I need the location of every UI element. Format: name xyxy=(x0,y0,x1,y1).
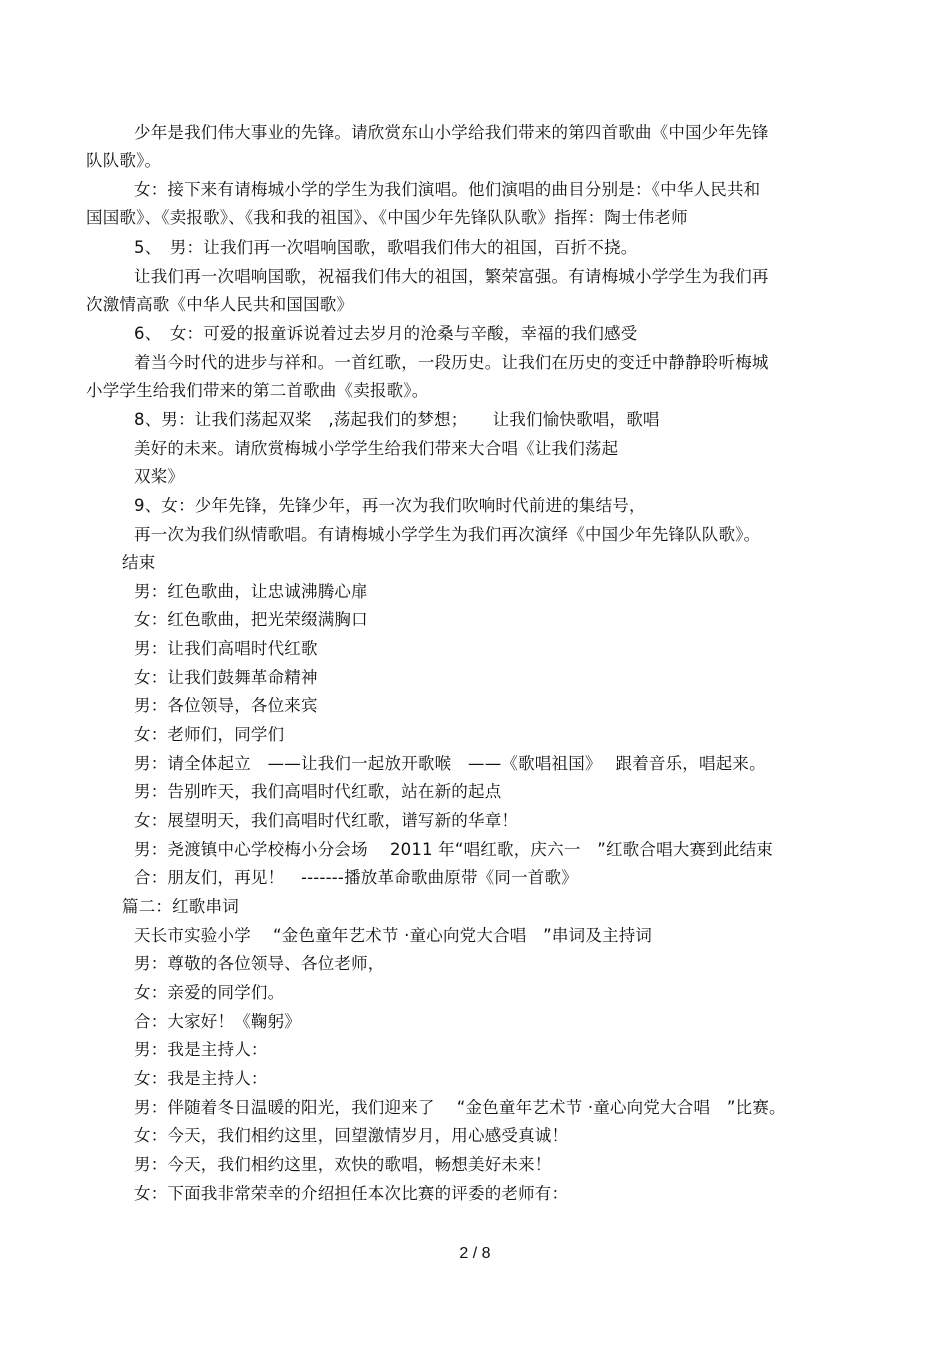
text-line: 合：朋友们，再见！ -------播放革命歌曲原带《同一首歌》 xyxy=(134,868,578,887)
text-line: 双桨》 xyxy=(134,467,185,486)
text-line: 国国歌》、《卖报歌》、《我和我的祖国》、《中国少年先锋队队歌》指挥：陶士伟老师 xyxy=(86,208,688,227)
text-line: 女：接下来有请梅城小学的学生为我们演唱。他们演唱的曲目分别是：《中华人民共和 xyxy=(134,180,761,199)
text-line: 再一次为我们纵情歌唱。有请梅城小学学生为我们再次演绎《中国少年先锋队队歌》。 xyxy=(134,525,761,544)
text-line: 男：我是主持人： xyxy=(134,1040,268,1059)
section-heading: 结束 xyxy=(122,553,156,572)
text-line: 9、女：少年先锋，先锋少年，再一次为我们吹响时代前进的集结号， xyxy=(134,496,646,515)
text-line: 男：今天，我们相约这里，欢快的歌唱，畅想美好未来！ xyxy=(134,1155,552,1174)
text-line: 男：各位领导，各位来宾 xyxy=(134,696,318,715)
text-line: 女：红色歌曲，把光荣缀满胸口 xyxy=(134,610,368,629)
text-line: 6、 女：可爱的报童诉说着过去岁月的沧桑与辛酸，幸福的我们感受 xyxy=(134,324,638,343)
text-line: 男：让我们高唱时代红歌 xyxy=(134,639,318,658)
text-line: 5、 男：让我们再一次唱响国歌，歌唱我们伟大的祖国，百折不挠。 xyxy=(134,238,638,257)
text-line: 小学学生给我们带来的第二首歌曲《卖报歌》。 xyxy=(86,381,429,400)
text-line: 男：红色歌曲，让忠诚沸腾心扉 xyxy=(134,582,368,601)
text-line: 8、男：让我们荡起双桨 ,荡起我们的梦想； 让我们愉快歌唱，歌唱 xyxy=(134,410,660,429)
text-line: 天长市实验小学 “金色童年艺术节 ·童心向党大合唱 ”串词及主持词 xyxy=(134,926,653,945)
text-line: 女：今天，我们相约这里，回望激情岁月，用心感受真诚！ xyxy=(134,1126,569,1145)
text-line: 女：让我们鼓舞革命精神 xyxy=(134,668,318,687)
text-line: 队队歌》。 xyxy=(86,151,162,170)
text-line: 合：大家好！《鞠躬》 xyxy=(134,1012,301,1031)
page-number: 2 / 8 xyxy=(459,1245,491,1262)
text-line: 让我们再一次唱响国歌，祝福我们伟大的祖国，繁荣富强。有请梅城小学学生为我们再 xyxy=(134,267,769,286)
text-line: 美好的未来。请欣赏梅城小学学生给我们带来大合唱《让我们荡起 xyxy=(134,439,619,458)
text-line: 女：下面我非常荣幸的介绍担任本次比赛的评委的老师有： xyxy=(134,1184,569,1203)
text-line: 男：伴随着冬日温暖的阳光，我们迎来了 “金色童年艺术节 ·童心向党大合唱 ”比赛。 xyxy=(134,1098,786,1117)
text-line: 女：展望明天，我们高唱时代红歌，谱写新的华章！ xyxy=(134,811,519,830)
text-line: 女：亲爱的同学们。 xyxy=(134,983,285,1002)
text-line: 女：老师们，同学们 xyxy=(134,725,285,744)
text-line: 男：尧渡镇中心学校梅小分会场 2011 年“唱红歌，庆六一 ”红歌合唱大赛到此结束 xyxy=(134,840,773,859)
text-line: 次激情高歌《中华人民共和国国歌》 xyxy=(86,295,354,314)
text-line: 男：尊敬的各位领导、各位老师， xyxy=(134,954,385,973)
text-line: 着当今时代的进步与祥和。一首红歌，一段历史。让我们在历史的变迁中静静聆听梅城 xyxy=(134,353,769,372)
section-heading: 篇二：红歌串词 xyxy=(122,897,239,916)
text-line: 女：我是主持人： xyxy=(134,1069,268,1088)
text-line: 男：请全体起立 ——让我们一起放开歌喉 ——《歌唱祖国》 跟着音乐，唱起来。 xyxy=(134,754,766,773)
text-line: 少年是我们伟大事业的先锋。请欣赏东山小学给我们带来的第四首歌曲《中国少年先锋 xyxy=(134,123,769,142)
text-line: 男：告别昨天，我们高唱时代红歌，站在新的起点 xyxy=(134,782,502,801)
